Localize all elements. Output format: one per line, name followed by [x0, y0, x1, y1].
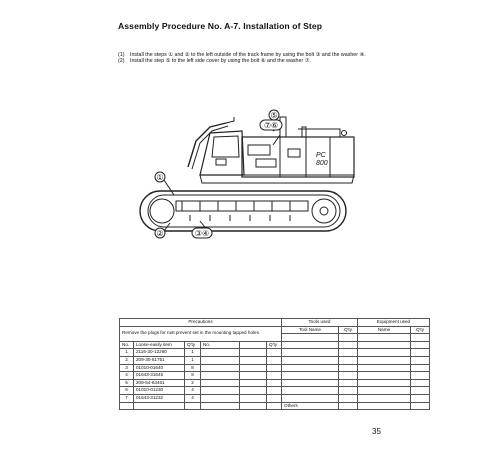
tools-used-header: Tools used [282, 319, 358, 327]
table-row: 2 209-30-61751 1 [120, 356, 430, 364]
tool-name-header: Tool Name [282, 326, 339, 334]
no-header: No. [120, 341, 134, 349]
precautions-table [119, 318, 430, 410]
step-number: (2) [118, 58, 125, 65]
table-row: 5 209-54-63461 2 [120, 379, 430, 387]
table-row: 4 01643-31645 8 [120, 372, 430, 380]
page-number: 35 [372, 427, 381, 436]
precaution-text: Remove the plugs for rust prevent set in the mounting tapped holes. [120, 326, 282, 341]
callout-2: ② [156, 229, 164, 238]
callout-7-6: ⑦⑥ [263, 121, 279, 130]
equipment-used-header: Equipment used [358, 319, 430, 327]
callout-1: ① [156, 173, 164, 182]
callout-5: ⑤ [270, 111, 278, 120]
model-badge-number: 800 [316, 160, 328, 167]
model-badge: PC [316, 152, 326, 159]
qty2-header: Q'ty [267, 341, 282, 349]
tool-qty-header: Q'ty [339, 326, 358, 334]
equipment-qty-header: Q'ty [411, 326, 430, 334]
table-row: 7 01643-31232 4 [120, 394, 430, 402]
callout-3-4: ③④ [194, 229, 210, 238]
step-number: (1) [118, 52, 125, 58]
table-row: 6 01010-01230 4 [120, 387, 430, 395]
excavator-diagram [130, 105, 370, 250]
loose-item-header: Loose-easily item [134, 341, 185, 349]
page-title: Assembly Procedure No. A-7. Installation of Step [118, 21, 323, 31]
step-text: Install the step ⑤ to the left side cover by using the bolt ⑥ and the washer ⑦. [130, 58, 311, 65]
step-text: Install the steps ① and ② to the left outside of the track frame by using the bolt ③ and the washer ④. [130, 52, 366, 58]
instruction-steps [118, 52, 390, 65]
equipment-name-header: Name [358, 326, 411, 334]
qty-header: Q'ty [185, 341, 201, 349]
precautions-header: Precautions [120, 319, 282, 327]
step-2 [118, 58, 390, 64]
others-label: Others [282, 402, 339, 410]
table-row: 1 2116-30-12260 1 [120, 349, 430, 357]
no2-header: No. [201, 341, 240, 349]
table-row: 3 01010-01640 8 [120, 364, 430, 372]
